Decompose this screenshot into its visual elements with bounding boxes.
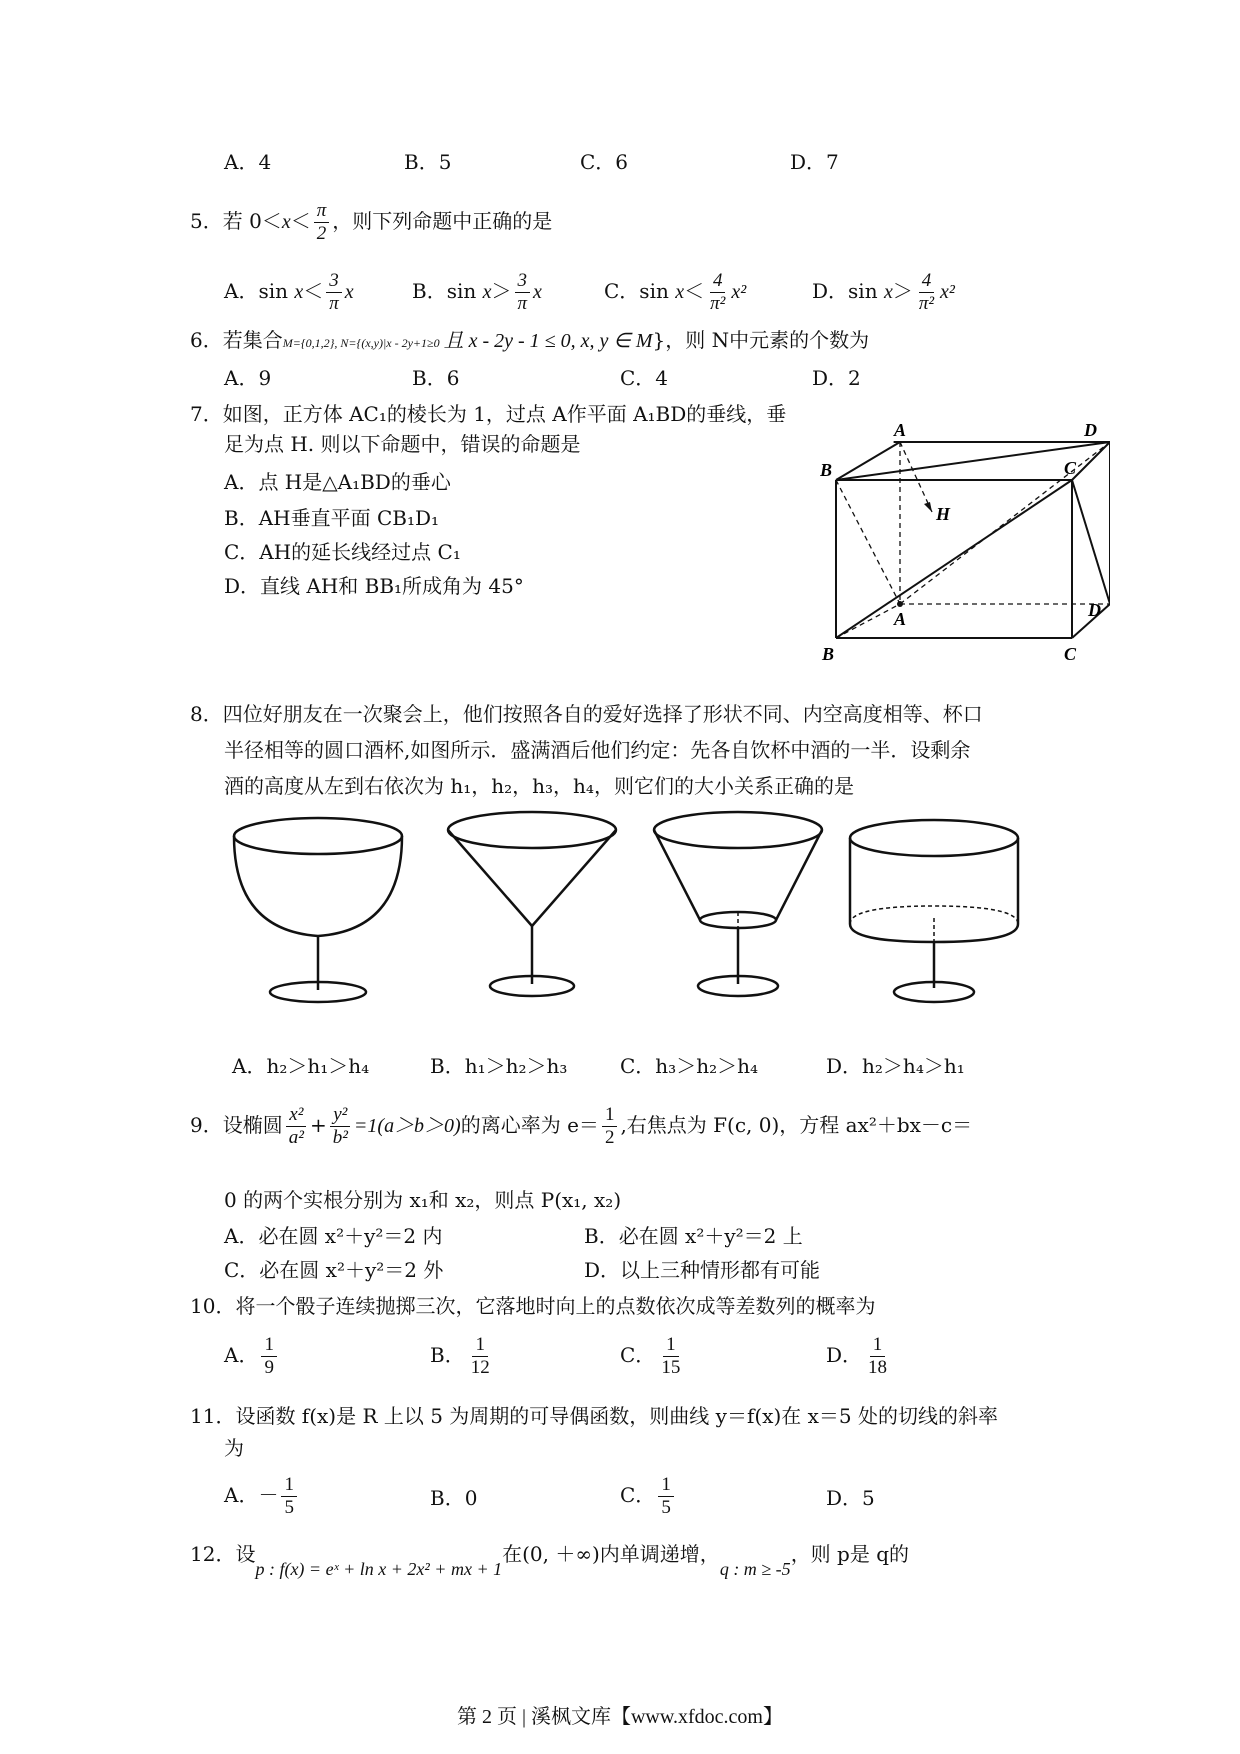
q9-e-num: 1 (602, 1104, 618, 1127)
q4-option-a: A．4 (224, 150, 272, 174)
q6-number: 6．若集合 (190, 328, 283, 352)
q5-frac-num: π (314, 200, 330, 223)
q9-line-2: 0 的两个实根分别为 x₁和 x₂，则点 P(x₁, x₂) (224, 1188, 622, 1212)
q6-option-d: D．2 (812, 366, 861, 390)
q10-option-a (224, 1334, 280, 1379)
q10-option-c (620, 1334, 686, 1379)
q11-option-b: B．0 (430, 1486, 478, 1510)
q11-line-2: 为 (224, 1436, 244, 1460)
q10-b-den: 12 (470, 1357, 490, 1378)
q5-d-frac (916, 270, 937, 315)
hidden-AH (900, 442, 932, 512)
q9-stem (190, 1104, 972, 1149)
q5-fraction (314, 200, 330, 245)
q6-option-b: B．6 (412, 366, 460, 390)
q9-frac-x (286, 1104, 307, 1149)
q5-c-den: π² (710, 293, 726, 314)
q5-c-op: ＜ (684, 279, 705, 303)
q7-line-2: 足为点 H. 则以下命题中，错误的命题是 (224, 432, 581, 456)
q7-option-b: B．AH垂直平面 CB₁D₁ (224, 506, 440, 530)
q5-b-x: x (482, 281, 492, 303)
q5-d-label: D．sin (812, 279, 884, 303)
q8-line-3: 酒的高度从左到右依次为 h₁，h₂，h₃，h₄，则它们的大小关系正确的是 (224, 774, 854, 798)
page-footer: 第 2 页 | 溪枫文库【www.xfdoc.com】 (456, 1706, 783, 1728)
q8-option-b: B．h₁＞h₂＞h₃ (430, 1054, 568, 1078)
q12-number: 12．设 (190, 1542, 256, 1566)
q11-c-label: C． (620, 1483, 656, 1507)
q7-option-a: A．点 H是△A₁BD的垂心 (224, 470, 451, 494)
q10-d-frac (865, 1334, 890, 1379)
q11-a-den: 5 (284, 1497, 294, 1518)
q12-p-def: p : f(x) = eˣ + ln x + 2x² + mx + 1 (255, 1559, 503, 1579)
q8-option-c: C．h₃＞h₂＞h₄ (620, 1054, 758, 1078)
diag-CD1 (1072, 480, 1110, 604)
q5-a-op: ＜ (303, 279, 324, 303)
q10-b-num: 1 (472, 1334, 488, 1357)
label-D: D (1084, 420, 1097, 440)
q9-frac-e (602, 1104, 618, 1149)
q9-tail: ,右焦点为 F(c, 0)，方程 ax²＋bx－c＝ (620, 1113, 973, 1137)
q11-option-a (224, 1474, 300, 1519)
q5-a-den: π (329, 293, 339, 314)
label-B: B (820, 460, 833, 480)
glass-cylinder (850, 820, 1018, 1002)
q5-d-num: 4 (919, 270, 935, 293)
label-C: C (1064, 458, 1077, 478)
q5-a-x: x (294, 281, 304, 303)
arrow-head (924, 502, 932, 512)
edge-CD (1072, 442, 1110, 480)
glass-truncated-cone (654, 812, 822, 996)
label-B1: B (822, 644, 835, 664)
q11-c-num: 1 (658, 1474, 674, 1497)
q10-option-b (430, 1334, 496, 1379)
q5-c-num: 4 (710, 270, 726, 293)
q8-line-2: 半径相等的圆口酒杯,如图所示．盛满酒后他们约定：先各自饮杯中酒的一半．设剩余 (224, 738, 971, 762)
glass-hemisphere (234, 818, 402, 1002)
q10-option-d (826, 1334, 893, 1379)
q10-c-den: 15 (661, 1357, 681, 1378)
q6-tail: }，则 N中元素的个数为 (652, 328, 870, 352)
q9-option-a: A．必在圆 x²＋y²＝2 内 (224, 1224, 443, 1248)
q10-a-frac (261, 1334, 277, 1379)
q10-a-den: 9 (264, 1357, 274, 1378)
q5-b-frac (515, 270, 531, 315)
q6-option-c: C．4 (620, 366, 669, 390)
hidden-BA1 (836, 480, 900, 604)
q5-lt: ＜ (290, 209, 311, 233)
q9-e-den: 2 (604, 1127, 615, 1148)
q9-number: 9．设椭圆 (190, 1113, 283, 1137)
q6-option-a: A．9 (224, 366, 272, 390)
q9-option-d: D．以上三种情形都有可能 (584, 1258, 821, 1282)
q9-mid: 的离心率为 e＝ (460, 1113, 599, 1137)
q5-d-var: x² (940, 281, 955, 303)
q10-c-frac (658, 1334, 683, 1379)
q9-a2: a² (288, 1127, 304, 1148)
q10-d-den: 18 (868, 1357, 888, 1378)
q10-d-label: D． (826, 1343, 863, 1367)
label-A: A (894, 420, 907, 440)
q11-option-c (620, 1474, 677, 1519)
q5-b-den: π (517, 293, 528, 314)
q5-option-c (604, 270, 746, 315)
q5-b-label: B．sin (412, 279, 483, 303)
q5-c-frac (707, 270, 728, 315)
label-D1: D (1088, 600, 1101, 620)
q9-frac-y (330, 1104, 351, 1149)
q5-b-op: ＞ (491, 279, 512, 303)
q12-stem (190, 1540, 910, 1579)
q5-d-op: ＞ (892, 279, 913, 303)
glass-cone (448, 812, 616, 996)
q4-option-c: C．6 (580, 150, 629, 174)
q11-a-label: A．－ (224, 1483, 279, 1507)
q5-c-var: x² (731, 281, 747, 303)
q5-var: x (281, 211, 291, 233)
q5-a-frac (326, 270, 342, 315)
q6-set-def: M={0,1,2}, N={(x,y)|x - 2y+1≥0 (282, 336, 440, 350)
q5-b-num: 3 (515, 270, 531, 293)
q5-b-var: x (533, 281, 542, 303)
q11-option-d: D．5 (826, 1486, 875, 1510)
q5-tail: ，则下列命题中正确的是 (332, 209, 553, 233)
q5-frac-den: 2 (316, 223, 327, 244)
q10-d-num: 1 (870, 1334, 886, 1357)
point-A1 (897, 601, 903, 607)
q10-a-label: A． (224, 1343, 259, 1367)
q9-option-c: C．必在圆 x²＋y²＝2 外 (224, 1258, 444, 1282)
label-C1: C (1064, 644, 1077, 664)
q5-stem (190, 200, 552, 245)
q11-a-frac (281, 1474, 297, 1519)
q5-option-a (224, 270, 354, 315)
q9-option-b: B．必在圆 x²＋y²＝2 上 (584, 1224, 803, 1248)
q9-b2: b² (332, 1127, 348, 1148)
q9-eq: =1(a＞b＞0) (353, 1115, 461, 1137)
q11-line-1: 11．设函数 f(x)是 R 上以 5 为周期的可导偶函数，则曲线 y＝f(x)在 x＝5 处的切线的斜率 (190, 1404, 998, 1428)
q5-a-var: x (344, 281, 354, 303)
diag-B1C (836, 480, 1072, 638)
q5-c-x: x (675, 281, 685, 303)
q6-condition: 且 x - 2y - 1 ≤ 0, x, y ∈ M (443, 330, 653, 352)
q9-x2: x² (286, 1104, 306, 1127)
q11-c-frac (658, 1474, 674, 1519)
q11-a-num: 1 (281, 1474, 297, 1497)
q12-q-def: q : m ≥ -5 (719, 1559, 791, 1579)
q5-option-d (812, 270, 955, 315)
q9-y2: y² (330, 1104, 350, 1127)
q7-option-c: C．AH的延长线经过点 C₁ (224, 540, 461, 564)
label-A1: A (894, 609, 907, 629)
q11-c-den: 5 (661, 1497, 671, 1518)
q7-option-d: D．直线 AH和 BB₁所成角为 45° (224, 574, 524, 598)
hidden-B1A1 (836, 604, 900, 638)
q10-c-num: 1 (663, 1334, 679, 1357)
q4-option-b: B．5 (404, 150, 452, 174)
cube-figure (820, 420, 1110, 665)
q8-line-1: 8．四位好朋友在一次聚会上，他们按照各自的爱好选择了形状不同、内空高度相等、杯口 (190, 702, 983, 726)
q12-mid: 在(0, ＋∞)内单调递增， (502, 1542, 720, 1566)
q5-a-num: 3 (326, 270, 342, 293)
label-H: H (936, 504, 951, 524)
q8-option-d: D．h₂＞h₄＞h₁ (826, 1054, 965, 1078)
q5-a-label: A．sin (224, 279, 295, 303)
q10-stem: 10．将一个骰子连续抛掷三次，它落地时向上的点数依次成等差数列的概率为 (190, 1294, 876, 1318)
edge-BA (836, 442, 900, 480)
q5-d-den: π² (918, 293, 935, 314)
q8-option-a: A．h₂＞h₁＞h₄ (232, 1054, 370, 1078)
q9-plus: + (309, 1113, 327, 1137)
q5-option-b (412, 270, 542, 315)
q5-number: 5．若 0＜ (190, 209, 282, 233)
q4-option-d: D．7 (790, 150, 839, 174)
q12-tail: ，则 p是 q的 (790, 1542, 910, 1566)
q5-d-x: x (883, 281, 893, 303)
q5-c-label: C．sin (604, 279, 676, 303)
q10-a-num: 1 (261, 1334, 277, 1357)
wine-glasses-figure (230, 808, 1030, 1008)
q10-b-label: B． (430, 1343, 465, 1367)
q10-b-frac (468, 1334, 493, 1379)
q7-line-1: 7．如图，正方体 AC₁的棱长为 1，过点 A作平面 A₁BD的垂线，垂 (190, 402, 787, 426)
q6-stem (190, 326, 869, 357)
q10-c-label: C． (620, 1343, 656, 1367)
